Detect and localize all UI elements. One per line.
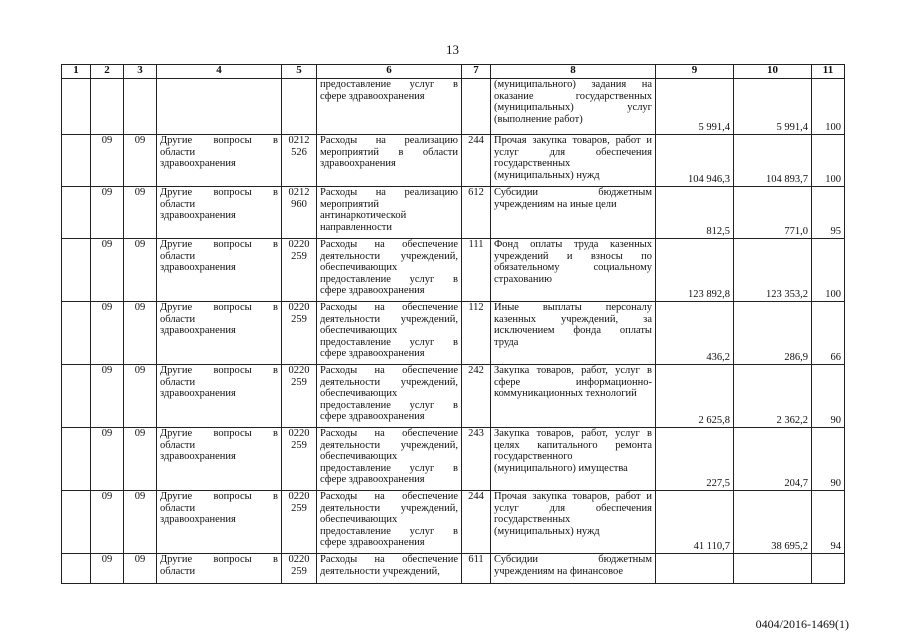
cell-section: 09 bbox=[91, 365, 124, 428]
budget-table bbox=[61, 64, 845, 584]
cell-actual-amount: 204,7 bbox=[734, 428, 812, 491]
cell-section-name-line: здравоохранения bbox=[160, 262, 236, 274]
cell-section-name-line: области bbox=[160, 146, 196, 158]
cell-expense-type-name-line: учреждениям на иные цели bbox=[494, 198, 617, 210]
cell-section-name bbox=[157, 365, 282, 428]
cell-expense-description bbox=[317, 239, 462, 302]
cell-actual-amount bbox=[734, 554, 812, 584]
cell-section: 09 bbox=[91, 554, 124, 584]
cell-expense-type-name bbox=[491, 365, 656, 428]
table-row bbox=[62, 428, 845, 491]
cell-actual-amount: 104 893,7 bbox=[734, 135, 812, 187]
cell-expense-type: 611 bbox=[462, 554, 491, 584]
cell-target-article-line: 259 bbox=[291, 313, 307, 325]
cell-actual-amount: 286,9 bbox=[734, 302, 812, 365]
table-body bbox=[62, 79, 845, 584]
cell-expense-type-name-line: страхованию bbox=[494, 273, 552, 285]
cell-expense-description-line: предоставление услуг в bbox=[320, 399, 458, 411]
col-header: 7 bbox=[462, 65, 491, 79]
cell-target-article bbox=[282, 302, 317, 365]
cell-section: 09 bbox=[91, 491, 124, 554]
cell-expense-description-line: предоставление услуг в bbox=[320, 336, 458, 348]
cell-expense-description-line: сфере здравоохранения bbox=[320, 348, 425, 360]
cell-section-name-line: области bbox=[160, 502, 196, 514]
cell-percent: 90 bbox=[812, 365, 845, 428]
cell-section-name-line: области bbox=[160, 250, 196, 262]
cell-subsection: 09 bbox=[124, 239, 157, 302]
cell-col1 bbox=[62, 365, 91, 428]
cell-section-name bbox=[157, 554, 282, 584]
cell-target-article-line: 259 bbox=[291, 376, 307, 388]
cell-section-name-line: здравоохранения bbox=[160, 514, 236, 526]
cell-expense-description-line: предоставление услуг в bbox=[320, 273, 458, 285]
table-row bbox=[62, 187, 845, 239]
cell-expense-description-line: Расходы на обеспечение bbox=[320, 554, 458, 565]
cell-expense-type-name-line: услуг для обеспечения bbox=[494, 502, 652, 514]
cell-section-name bbox=[157, 491, 282, 554]
cell-expense-type-name-line: услуг для обеспечения bbox=[494, 146, 652, 158]
cell-expense-description-line: обеспечивающих bbox=[320, 514, 398, 526]
cell-target-article bbox=[282, 135, 317, 187]
cell-expense-description-line: Расходы на обеспечение bbox=[320, 302, 458, 313]
cell-subsection: 09 bbox=[124, 135, 157, 187]
cell-expense-description-line: сфере здравоохранения bbox=[320, 90, 425, 102]
cell-expense-type bbox=[462, 79, 491, 135]
cell-expense-type-name-line: сфере информационно- bbox=[494, 376, 652, 388]
cell-section-name-line: области bbox=[160, 198, 196, 210]
cell-expense-type-name-line: казенных учреждений, за bbox=[494, 313, 652, 325]
cell-expense-description-line: предоставление услуг в bbox=[320, 525, 458, 537]
cell-target-article-line: 0220 bbox=[288, 365, 310, 376]
cell-section-name-line: области bbox=[160, 565, 196, 577]
cell-expense-description-line: здравоохранения bbox=[320, 158, 396, 170]
cell-expense-type-name-line: Закупка товаров, работ, услуг в bbox=[494, 428, 652, 439]
cell-section-name bbox=[157, 428, 282, 491]
cell-expense-type-name-line: (выполнение работ) bbox=[494, 113, 583, 125]
cell-expense-type-name bbox=[491, 491, 656, 554]
cell-expense-type: 244 bbox=[462, 135, 491, 187]
table-row bbox=[62, 135, 845, 187]
cell-expense-description-line: сфере здравоохранения bbox=[320, 411, 425, 423]
cell-subsection: 09 bbox=[124, 302, 157, 365]
col-header: 5 bbox=[282, 65, 317, 79]
cell-expense-type-name bbox=[491, 554, 656, 584]
cell-plan-amount: 104 946,3 bbox=[656, 135, 734, 187]
cell-expense-description bbox=[317, 365, 462, 428]
cell-expense-type-name-line: Закупка товаров, работ, услуг в bbox=[494, 365, 652, 376]
cell-section-name-line: Другие вопросы в bbox=[160, 135, 278, 146]
cell-section-name-line: здравоохранения bbox=[160, 158, 236, 170]
cell-expense-description-line: обеспечивающих bbox=[320, 388, 398, 400]
cell-expense-description-line: сфере здравоохранения bbox=[320, 285, 425, 297]
cell-percent: 94 bbox=[812, 491, 845, 554]
cell-col1 bbox=[62, 428, 91, 491]
cell-expense-description-line: предоставление услуг в bbox=[320, 79, 458, 90]
cell-expense-description-line: антинаркотической bbox=[320, 210, 407, 222]
cell-percent: 100 bbox=[812, 239, 845, 302]
cell-expense-description-line: деятельности учреждений, bbox=[320, 502, 458, 514]
cell-expense-description-line: мероприятий bbox=[320, 198, 379, 210]
cell-expense-type-name-line: (муниципального) имущества bbox=[494, 462, 628, 474]
table-row bbox=[62, 79, 845, 135]
col-header: 9 bbox=[656, 65, 734, 79]
cell-expense-type: 243 bbox=[462, 428, 491, 491]
cell-expense-description bbox=[317, 428, 462, 491]
cell-col1 bbox=[62, 187, 91, 239]
cell-expense-type: 111 bbox=[462, 239, 491, 302]
cell-target-article bbox=[282, 187, 317, 239]
cell-percent: 66 bbox=[812, 302, 845, 365]
cell-expense-description-line: деятельности учреждений, bbox=[320, 439, 458, 451]
cell-actual-amount: 2 362,2 bbox=[734, 365, 812, 428]
cell-expense-description-line: Расходы на обеспечение bbox=[320, 365, 458, 376]
cell-expense-type-name-line: Иные выплаты персоналу bbox=[494, 302, 652, 313]
cell-expense-description-line: обеспечивающих bbox=[320, 325, 398, 337]
cell-percent: 95 bbox=[812, 187, 845, 239]
cell-section-name bbox=[157, 239, 282, 302]
cell-plan-amount: 436,2 bbox=[656, 302, 734, 365]
cell-col1 bbox=[62, 79, 91, 135]
cell-section: 09 bbox=[91, 239, 124, 302]
cell-expense-type-name-line: оказание государственных bbox=[494, 90, 652, 102]
cell-expense-type-name-line: учреждениям на финансовое bbox=[494, 565, 624, 577]
cell-expense-type-name bbox=[491, 79, 656, 135]
cell-expense-type-name-line: (муниципального) задания на bbox=[494, 79, 652, 90]
cell-section-name bbox=[157, 187, 282, 239]
cell-target-article-line: 259 bbox=[291, 250, 307, 262]
cell-expense-type-name-line: Прочая закупка товаров, работ и bbox=[494, 491, 652, 502]
page-number: 13 bbox=[446, 42, 459, 57]
cell-expense-description-line: Расходы на обеспечение bbox=[320, 239, 458, 250]
table-row bbox=[62, 554, 845, 584]
cell-expense-description bbox=[317, 491, 462, 554]
cell-actual-amount: 5 991,4 bbox=[734, 79, 812, 135]
cell-col1 bbox=[62, 135, 91, 187]
cell-expense-description-line: Расходы на реализацию bbox=[320, 135, 458, 146]
cell-subsection: 09 bbox=[124, 554, 157, 584]
cell-expense-type-name bbox=[491, 428, 656, 491]
cell-expense-type-name bbox=[491, 187, 656, 239]
cell-expense-type-name bbox=[491, 302, 656, 365]
cell-target-article bbox=[282, 239, 317, 302]
cell-expense-description-line: направленности bbox=[320, 221, 393, 233]
cell-expense-type-name-line: Фонд оплаты труда казенных bbox=[494, 239, 652, 250]
cell-expense-type-name-line: (муниципальных) нужд bbox=[494, 525, 600, 537]
cell-expense-description-line: предоставление услуг в bbox=[320, 462, 458, 474]
cell-section-name-line: Другие вопросы в bbox=[160, 187, 278, 198]
cell-plan-amount: 41 110,7 bbox=[656, 491, 734, 554]
cell-section-name-line: здравоохранения bbox=[160, 325, 236, 337]
cell-section-name-line: Другие вопросы в bbox=[160, 428, 278, 439]
cell-expense-type-name bbox=[491, 239, 656, 302]
cell-section-name-line: Другие вопросы в bbox=[160, 365, 278, 376]
table-row bbox=[62, 365, 845, 428]
cell-expense-description-line: сфере здравоохранения bbox=[320, 474, 425, 486]
cell-expense-description-line: сфере здравоохранения bbox=[320, 537, 425, 549]
cell-plan-amount: 5 991,4 bbox=[656, 79, 734, 135]
cell-section-name bbox=[157, 79, 282, 135]
cell-target-article bbox=[282, 554, 317, 584]
cell-expense-description-line: Расходы на обеспечение bbox=[320, 428, 458, 439]
cell-percent: 100 bbox=[812, 135, 845, 187]
cell-expense-type-name-line: государственных bbox=[494, 514, 571, 526]
cell-expense-description bbox=[317, 187, 462, 239]
cell-expense-description-line: обеспечивающих bbox=[320, 262, 398, 274]
cell-expense-description-line: мероприятий в области bbox=[320, 146, 458, 158]
cell-target-article-line: 0220 bbox=[288, 428, 310, 439]
cell-target-article-line: 0220 bbox=[288, 491, 310, 502]
table-row bbox=[62, 491, 845, 554]
cell-target-article-line: 960 bbox=[291, 198, 307, 210]
cell-target-article bbox=[282, 365, 317, 428]
cell-expense-type-name-line: (муниципальных) услуг bbox=[494, 102, 652, 114]
cell-section-name-line: Другие вопросы в bbox=[160, 554, 278, 565]
cell-expense-type-name-line: государственного bbox=[494, 451, 573, 463]
cell-target-article-line: 0220 bbox=[288, 302, 310, 313]
cell-plan-amount: 812,5 bbox=[656, 187, 734, 239]
col-header: 1 bbox=[62, 65, 91, 79]
cell-target-article bbox=[282, 491, 317, 554]
cell-section-name-line: Другие вопросы в bbox=[160, 491, 278, 502]
cell-section-name bbox=[157, 302, 282, 365]
cell-expense-type: 112 bbox=[462, 302, 491, 365]
cell-section: 09 bbox=[91, 187, 124, 239]
cell-subsection: 09 bbox=[124, 187, 157, 239]
table-row bbox=[62, 302, 845, 365]
cell-expense-type-name-line: труда bbox=[494, 336, 519, 348]
document-code: 0404/2016-1469(1) bbox=[755, 617, 849, 631]
cell-section-name-line: Другие вопросы в bbox=[160, 239, 278, 250]
col-header: 2 bbox=[91, 65, 124, 79]
cell-expense-description bbox=[317, 302, 462, 365]
col-header: 6 bbox=[317, 65, 462, 79]
cell-section-name-line: области bbox=[160, 376, 196, 388]
cell-section: 09 bbox=[91, 302, 124, 365]
cell-section-name-line: Другие вопросы в bbox=[160, 302, 278, 313]
cell-actual-amount: 771,0 bbox=[734, 187, 812, 239]
cell-col1 bbox=[62, 302, 91, 365]
cell-subsection: 09 bbox=[124, 491, 157, 554]
cell-section-name-line: области bbox=[160, 313, 196, 325]
cell-target-article-line: 0212 bbox=[288, 187, 310, 198]
cell-section: 09 bbox=[91, 428, 124, 491]
cell-plan-amount: 123 892,8 bbox=[656, 239, 734, 302]
col-header: 4 bbox=[157, 65, 282, 79]
cell-section: 09 bbox=[91, 135, 124, 187]
cell-expense-type: 242 bbox=[462, 365, 491, 428]
cell-col1 bbox=[62, 239, 91, 302]
cell-expense-type-name-line: Субсидии бюджетным bbox=[494, 554, 652, 565]
cell-expense-description-line: деятельности учреждений, bbox=[320, 250, 458, 262]
cell-expense-type-name-line: целях капитального ремонта bbox=[494, 439, 652, 451]
cell-expense-type: 612 bbox=[462, 187, 491, 239]
cell-plan-amount: 2 625,8 bbox=[656, 365, 734, 428]
cell-expense-type-name-line: Субсидии бюджетным bbox=[494, 187, 652, 198]
col-header: 8 bbox=[491, 65, 656, 79]
cell-target-article-line: 0212 bbox=[288, 135, 310, 146]
cell-subsection: 09 bbox=[124, 365, 157, 428]
cell-target-article bbox=[282, 79, 317, 135]
cell-subsection: 09 bbox=[124, 428, 157, 491]
col-header: 10 bbox=[734, 65, 812, 79]
cell-target-article-line: 0220 bbox=[288, 554, 310, 565]
cell-expense-type-name-line: учреждений и взносы по bbox=[494, 250, 652, 262]
cell-percent: 90 bbox=[812, 428, 845, 491]
cell-expense-description-line: деятельности учреждений, bbox=[320, 565, 440, 577]
cell-target-article-line: 526 bbox=[291, 146, 307, 158]
cell-expense-type-name-line: (муниципальных) нужд bbox=[494, 169, 600, 181]
cell-target-article-line: 0220 bbox=[288, 239, 310, 250]
cell-expense-description bbox=[317, 79, 462, 135]
cell-expense-description-line: Расходы на обеспечение bbox=[320, 491, 458, 502]
col-header: 11 bbox=[812, 65, 845, 79]
cell-subsection bbox=[124, 79, 157, 135]
cell-target-article bbox=[282, 428, 317, 491]
cell-expense-type-name-line: исключением фонда оплаты bbox=[494, 325, 652, 337]
table-header-row bbox=[62, 65, 845, 79]
cell-actual-amount: 123 353,2 bbox=[734, 239, 812, 302]
cell-expense-type-name-line: коммуникационных технологий bbox=[494, 388, 637, 400]
cell-expense-type: 244 bbox=[462, 491, 491, 554]
cell-target-article-line: 259 bbox=[291, 502, 307, 514]
col-header: 3 bbox=[124, 65, 157, 79]
cell-expense-description-line: деятельности учреждений, bbox=[320, 376, 458, 388]
cell-section bbox=[91, 79, 124, 135]
cell-section-name-line: здравоохранения bbox=[160, 388, 236, 400]
cell-expense-type-name-line: обязательному социальному bbox=[494, 262, 652, 274]
cell-expense-description-line: деятельности учреждений, bbox=[320, 313, 458, 325]
cell-expense-description bbox=[317, 135, 462, 187]
cell-expense-type-name-line: государственных bbox=[494, 158, 571, 170]
cell-expense-description bbox=[317, 554, 462, 584]
cell-section-name-line: области bbox=[160, 439, 196, 451]
cell-percent: 100 bbox=[812, 79, 845, 135]
cell-target-article-line: 259 bbox=[291, 565, 307, 577]
cell-col1 bbox=[62, 554, 91, 584]
cell-section-name bbox=[157, 135, 282, 187]
cell-section-name-line: здравоохранения bbox=[160, 210, 236, 222]
cell-expense-description-line: Расходы на реализацию bbox=[320, 187, 458, 198]
cell-expense-type-name bbox=[491, 135, 656, 187]
cell-target-article-line: 259 bbox=[291, 439, 307, 451]
cell-expense-type-name-line: Прочая закупка товаров, работ и bbox=[494, 135, 652, 146]
table-row bbox=[62, 239, 845, 302]
cell-actual-amount: 38 695,2 bbox=[734, 491, 812, 554]
cell-plan-amount: 227,5 bbox=[656, 428, 734, 491]
cell-percent bbox=[812, 554, 845, 584]
cell-section-name-line: здравоохранения bbox=[160, 451, 236, 463]
cell-plan-amount bbox=[656, 554, 734, 584]
cell-expense-description-line: обеспечивающих bbox=[320, 451, 398, 463]
cell-col1 bbox=[62, 491, 91, 554]
